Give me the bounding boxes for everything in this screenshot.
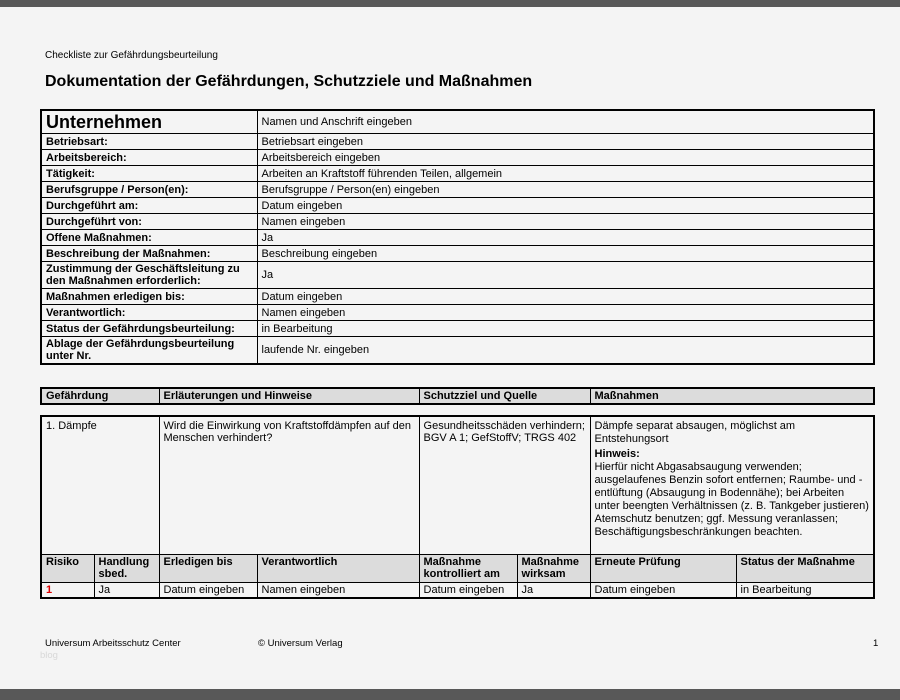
hazard-name: 1. Dämpfe	[41, 416, 159, 554]
hazard-goal	[419, 416, 590, 554]
bottom-bar	[0, 689, 900, 700]
sub-header-cell: Erneute Prüfung	[590, 554, 736, 582]
sub-header-cell: Handlung sbed.	[94, 554, 159, 582]
hazard-explanation: Wird die Einwirkung von Kraftstoffdämpfen auf den Menschen verhindert?	[159, 416, 419, 554]
sub-header-cell: Risiko	[41, 554, 94, 582]
sub-header-cell: Maßnahme kontrolliert am	[419, 554, 517, 582]
sub-row-value[interactable]: in Bearbeitung	[736, 582, 874, 598]
company-field-value[interactable]: Arbeiten an Kraftstoff führenden Teilen, allgemein	[257, 166, 874, 182]
company-field-value[interactable]: laufende Nr. eingeben	[257, 337, 874, 365]
footer-publisher: Universum Arbeitsschutz Center	[45, 638, 181, 649]
hazard-measures	[590, 416, 874, 554]
company-name-field[interactable]: Namen und Anschrift eingeben	[257, 110, 874, 134]
company-field-value[interactable]: Namen eingeben	[257, 214, 874, 230]
company-field-label: Offene Maßnahmen:	[41, 230, 257, 246]
header-gefaehrdung: Gefährdung	[41, 388, 159, 404]
sub-row-value[interactable]: Datum eingeben	[590, 582, 736, 598]
company-heading: Unternehmen	[41, 110, 257, 134]
company-field-label: Betriebsart:	[41, 134, 257, 150]
header-massnahmen: Maßnahmen	[590, 388, 874, 404]
sub-row-value[interactable]: Datum eingeben	[159, 582, 257, 598]
goal-text: Gesundheitsschäden verhindern;	[423, 420, 585, 432]
company-field-label: Zustimmung der Geschäftsleitung zu den Maßnahmen erforderlich:	[41, 262, 257, 289]
company-field-value[interactable]: Arbeitsbereich eingeben	[257, 150, 874, 166]
company-field-value[interactable]: Ja	[257, 262, 874, 289]
footer-copyright: © Universum Verlag	[258, 638, 343, 649]
company-field-value[interactable]: in Bearbeitung	[257, 321, 874, 337]
document-title: Dokumentation der Gefährdungen, Schutzziele und Maßnahmen	[45, 73, 533, 90]
watermark: blog	[40, 650, 58, 661]
company-field-label: Arbeitsbereich:	[41, 150, 257, 166]
company-field-label: Durchgeführt am:	[41, 198, 257, 214]
sub-row-value[interactable]: Ja	[94, 582, 159, 598]
company-field-label: Berufsgruppe / Person(en):	[41, 182, 257, 198]
header-erlaeuterungen: Erläuterungen und Hinweise	[159, 388, 419, 404]
company-field-value[interactable]: Beschreibung eingeben	[257, 246, 874, 262]
company-field-label: Ablage der Gefährdungsbeurteilung unter Nr.	[41, 337, 257, 365]
sub-row-value[interactable]: Ja	[517, 582, 590, 598]
footer-page-number: 1	[873, 638, 879, 649]
sub-header-cell: Maßnahme wirksam	[517, 554, 590, 582]
sub-row-value[interactable]: Namen eingeben	[257, 582, 419, 598]
hazard-table	[40, 415, 875, 599]
goal-source: BGV A 1; GefStoffV; TRGS 402	[423, 432, 577, 444]
company-field-label: Durchgeführt von:	[41, 214, 257, 230]
company-field-label: Tätigkeit:	[41, 166, 257, 182]
hint-text: Hierfür nicht Abgasabsaugung verwenden; ausgelaufenes Benzin sofort entfernen; Raumbe- und -entlüftung (Absaugung in Bodennähe); bei Arbeiten unter beengten Verhältnissen (z. B. Tankgeber justieren) Atemschutz benutzen; ggf. Messung veranlassen; Beschäftigungsbeschränkungen beachten.	[594, 461, 869, 538]
header-schutzziel: Schutzziel und Quelle	[419, 388, 590, 404]
measure-intro: Dämpfe separat absaugen, möglichst am Entstehungsort	[594, 420, 796, 445]
company-field-label: Beschreibung der Maßnahmen:	[41, 246, 257, 262]
hint-label: Hinweis:	[594, 448, 640, 460]
sub-row-value[interactable]: Datum eingeben	[419, 582, 517, 598]
sub-header-cell: Erledigen bis	[159, 554, 257, 582]
company-field-value[interactable]: Ja	[257, 230, 874, 246]
company-field-value[interactable]: Namen eingeben	[257, 305, 874, 321]
company-field-value[interactable]: Datum eingeben	[257, 198, 874, 214]
top-bar	[0, 0, 900, 7]
document-subtitle: Checkliste zur Gefährdungsbeurteilung	[45, 50, 218, 61]
company-table	[40, 109, 875, 365]
sub-header-cell: Verantwortlich	[257, 554, 419, 582]
company-field-label: Verantwortlich:	[41, 305, 257, 321]
risk-value[interactable]: 1	[41, 582, 94, 598]
company-field-value[interactable]: Betriebsart eingeben	[257, 134, 874, 150]
sub-header-cell: Status der Maßnahme	[736, 554, 874, 582]
company-field-value[interactable]: Berufsgruppe / Person(en) eingeben	[257, 182, 874, 198]
hazard-header-table	[40, 387, 875, 405]
company-field-label: Status der Gefährdungsbeurteilung:	[41, 321, 257, 337]
company-field-label: Maßnahmen erledigen bis:	[41, 289, 257, 305]
company-field-value[interactable]: Datum eingeben	[257, 289, 874, 305]
